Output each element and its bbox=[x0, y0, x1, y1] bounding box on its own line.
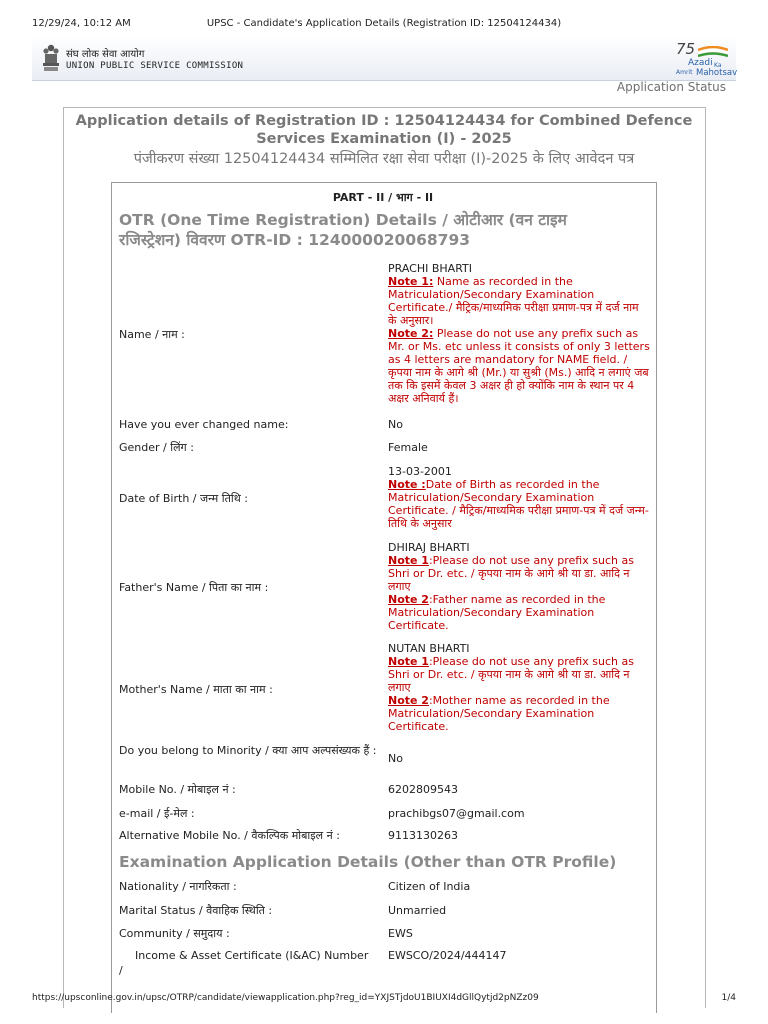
nationality-label: Nationality / नागरिकता : bbox=[119, 880, 237, 893]
name-value: PRACHI BHARTI bbox=[388, 262, 473, 275]
dob-value-block bbox=[388, 465, 650, 530]
gender-value: Female bbox=[388, 441, 428, 454]
nationality-value: Citizen of India bbox=[388, 880, 471, 893]
dob-note-text: Date of Birth as recorded in the Matriculation/Secondary Examination Certificate. / मैट्रिक/माध्यमिक परीक्षा प्रमाण-पत्र में दर्ज जन्म-तिथि के अनुसार bbox=[388, 478, 649, 530]
print-page-title: UPSC - Candidate's Application Details (Registration ID: 12504124434) bbox=[206, 18, 562, 29]
marital-label: Marital Status / वैवाहिक स्थिति : bbox=[119, 904, 273, 917]
dob-note-label: Note : bbox=[388, 478, 426, 491]
father-note-2 bbox=[388, 593, 650, 632]
mother-label: Mother's Name / माता का नाम : bbox=[119, 683, 273, 696]
azadi-ka-amrit-mahotsav-logo bbox=[674, 40, 738, 78]
minority-value: No bbox=[388, 752, 403, 765]
community-label: Community / समुदाय : bbox=[119, 927, 230, 940]
iac-value: EWSCO/2024/444147 bbox=[388, 949, 507, 962]
name-note-2-text: Please do not use any prefix such as Mr. or Ms. etc unless it consists of only 3 letters as 4 letters are mandatory for NAME field. / कृपया नाम के आगे श्री (Mr.) या सुश्री (Ms.) आदि न लगाएं जब तक कि इसमें केवल 3 अक्षर ही हो क्योंकि नाम के स्थान पर 4 अक्षर अनिवार्य हैं। bbox=[388, 327, 650, 405]
exam-heading: Examination Application Details (Other than OTR Profile) bbox=[119, 853, 617, 871]
alt-mobile-label: Alternative Mobile No. / वैकल्पिक मोबाइल नं : bbox=[119, 829, 340, 842]
mother-note-2-text: :Mother name as recorded in the Matriculation/Secondary Examination Certificate. bbox=[388, 694, 610, 733]
name-note-1 bbox=[388, 275, 650, 327]
site-header bbox=[32, 36, 736, 81]
mother-note-2-label: Note 2 bbox=[388, 694, 429, 707]
application-title bbox=[66, 112, 702, 170]
email-label: e-mail / ई-मेल : bbox=[119, 807, 195, 820]
dob-label: Date of Birth / जन्म तिथि : bbox=[119, 492, 248, 505]
print-header bbox=[0, 0, 768, 36]
mother-value: NUTAN BHARTI bbox=[388, 642, 470, 655]
name-changed-value: No bbox=[388, 418, 403, 431]
name-note-1-label: Note 1: bbox=[388, 275, 434, 288]
name-note-1-text: Name as recorded in the Matriculation/Secondary Examination Certificate./ मैट्रिक/माध्यमिक परीक्षा प्रमाण-पत्र में दर्ज नाम के अनुसार। bbox=[388, 275, 639, 327]
flag-swoosh-icon bbox=[698, 46, 728, 58]
mother-note-2 bbox=[388, 694, 650, 733]
community-value: EWS bbox=[388, 927, 413, 940]
email-value: prachibgs07@gmail.com bbox=[388, 807, 525, 820]
name-value-block bbox=[388, 262, 650, 405]
application-status-link[interactable]: Application Status bbox=[616, 80, 726, 94]
iac-label: Income & Asset Certificate (I&AC) Number bbox=[135, 949, 369, 962]
iac-label-slash: / bbox=[119, 964, 123, 977]
print-datetime: 12/29/24, 10:12 AM bbox=[32, 18, 131, 29]
father-note-2-label: Note 2 bbox=[388, 593, 429, 606]
otr-heading-line-1: OTR (One Time Registration) Details / ओटीआर (वन टाइम bbox=[119, 211, 567, 229]
marital-value: Unmarried bbox=[388, 904, 447, 917]
logo-mahotsav: Mahotsav bbox=[696, 68, 738, 78]
page-number: 1/4 bbox=[721, 993, 736, 1003]
gender-label: Gender / लिंग : bbox=[119, 441, 194, 454]
father-note-2-text: :Father name as recorded in the Matriculation/Secondary Examination Certificate. bbox=[388, 593, 606, 632]
father-label: Father's Name / पिता का नाम : bbox=[119, 581, 269, 594]
logo-amrit: Amrit bbox=[676, 69, 693, 76]
name-note-2-label: Note 2: bbox=[388, 327, 434, 340]
title-hindi: पंजीकरण संख्या 12504124434 सम्मिलित रक्षा सेवा परीक्षा (I)-2025 के लिए आवेदन पत्र bbox=[133, 151, 635, 167]
father-value: DHIRAJ BHARTI bbox=[388, 541, 470, 554]
mother-value-block bbox=[388, 642, 650, 733]
minority-label: Do you belong to Minority / क्या आप अल्पसंख्यक हैं : bbox=[119, 744, 377, 757]
dob-note bbox=[388, 478, 650, 530]
otr-heading-line-2: रजिस्ट्रेशन) विवरण OTR-ID : 124000020068793 bbox=[119, 231, 471, 249]
alt-mobile-value: 9113130263 bbox=[388, 829, 458, 842]
father-note-1 bbox=[388, 554, 650, 593]
org-name-hindi: संघ लोक सेवा आयोग bbox=[66, 49, 145, 60]
father-value-block bbox=[388, 541, 650, 632]
title-line-1: Application details of Registration ID : 12504124434 for Combined Defence bbox=[75, 113, 693, 129]
mother-note-1-label: Note 1 bbox=[388, 655, 429, 668]
mobile-value: 6202809543 bbox=[388, 783, 458, 796]
org-name-english: UNION PUBLIC SERVICE COMMISSION bbox=[66, 61, 244, 71]
logo-azadi: Azadi bbox=[688, 58, 713, 68]
father-note-1-label: Note 1 bbox=[388, 554, 429, 567]
name-note-2 bbox=[388, 327, 650, 405]
logo-ka: Ka bbox=[714, 62, 722, 69]
mobile-label: Mobile No. / मोबाइल नं : bbox=[119, 783, 236, 796]
name-label: Name / नाम : bbox=[119, 328, 185, 341]
dob-value: 13-03-2001 bbox=[388, 465, 452, 478]
logo-75: 75 bbox=[676, 40, 696, 58]
page-url: https://upsconline.gov.in/upsc/OTRP/candidate/viewapplication.php?reg_id=YXJSTjdoU1BIUXI4dGllQytjd2pNZz09 bbox=[32, 993, 539, 1003]
national-emblem-icon bbox=[41, 43, 61, 73]
title-line-2: Services Examination (I) - 2025 bbox=[256, 131, 512, 147]
print-footer bbox=[32, 993, 736, 1003]
otr-heading bbox=[119, 210, 567, 250]
mother-note-1 bbox=[388, 655, 650, 694]
name-changed-label: Have you ever changed name: bbox=[119, 418, 289, 431]
part-heading: PART - II / भाग - II bbox=[332, 191, 434, 204]
mother-note-1-text: :Please do not use any prefix such as Shri or Dr. etc. / कृपया नाम के आगे श्री या डा. आदि न लगाए bbox=[388, 655, 634, 694]
father-note-1-text: :Please do not use any prefix such as Shri or Dr. etc. / कृपया नाम के आगे श्री या डा. आदि न लगाए bbox=[388, 554, 634, 593]
